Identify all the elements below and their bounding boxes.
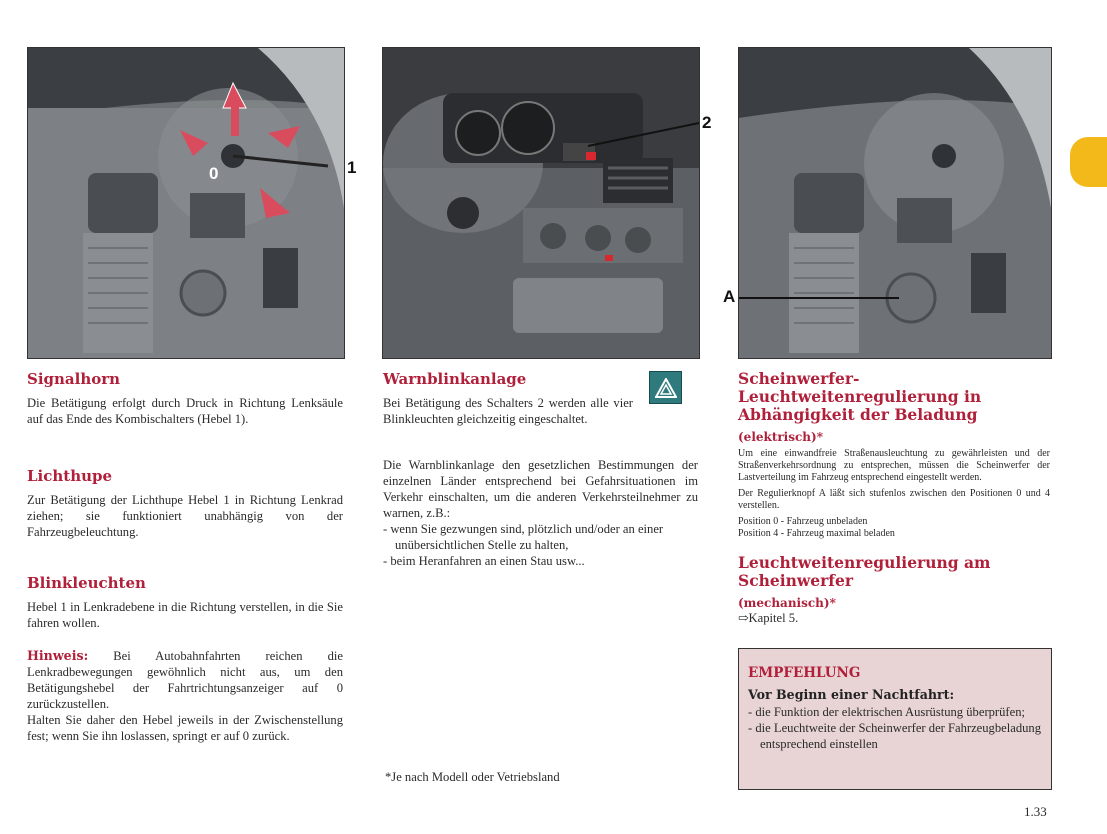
subheading-mechanisch: (mechanisch)* (738, 596, 836, 610)
text-hinweis-2: Halten Sie daher den Hebel jeweils in der Zwischenstellung fest; wenn Sie ihn loslassen, springt er auf 0 zurück. (27, 713, 343, 743)
text-small-2: Der Regulierknopf A läßt sich stufenlos zwischen den Positionen 0 und 4 verstellen. (738, 488, 1050, 511)
subheading-elektrisch: (elektrisch)* (738, 430, 823, 444)
list-item: - beim Heranfahren an einen Stau usw... (383, 554, 585, 568)
text-small-3: Position 0 - Fahrzeug unbeladen (738, 516, 868, 527)
heading-blinkleuchten: Blinkleuchten (27, 574, 146, 592)
heading-signalhorn: Signalhorn (27, 370, 121, 388)
chapter-tab (1070, 137, 1107, 187)
text-signalhorn: Die Betätigung erfolgt durch Druck in Richtung Lenksäule auf das Ende des Kombischalters (Hebel 1). (27, 396, 343, 426)
callout-2: 2 (702, 113, 712, 132)
list-item: - die Leuchtweite der Scheinwerfer der Fahrzeugbeladung entsprechend einstellen (748, 721, 1042, 751)
box-list (748, 704, 1042, 752)
photo-headlight-knob (738, 47, 1052, 359)
warn-list (383, 521, 698, 569)
heading-warnblinkanlage: Warnblinkanlage (383, 370, 527, 388)
text-warn-1: Bei Betätigung des Schalters 2 werden alle vier Blinkleuchten gleichzeitig eingeschaltet. (383, 396, 633, 426)
recommendation-box (738, 648, 1052, 790)
box-title: EMPFEHLUNG (748, 665, 861, 681)
text-lichthupe: Zur Betätigung der Lichthupe Hebel 1 in Richtung Lenkrad ziehen; sie funktioniert unabhängig von der Fahrzeugbeleuchtung. (27, 493, 343, 539)
hazard-warning-icon (649, 371, 682, 404)
photo-steering-stalk (27, 47, 345, 359)
text-blinkleuchten: Hebel 1 in Lenkradebene in die Richtung verstellen, in die Sie fahren wollen. (27, 600, 343, 630)
heading-scheinwerfer: Scheinwerfer-Leuchtweitenregulierung in Abhängigkeit der Beladung (738, 369, 982, 424)
callout-a: A (723, 287, 736, 306)
callout-zero: 0 (209, 164, 219, 183)
hinweis-body: Bei Autobahnfahrten reichen die Lenkradbewegungen gewöhnlich nicht aus, um den Betätigungshebel der Fahrtrichtungsanzeiger auf 0 zurückzustellen. (27, 649, 343, 711)
column-3 (738, 370, 1050, 626)
text-small-1: Um eine einwandfreie Straßenausleuchtung zu gewährleisten und der Straßenverkehrsordnung zu entsprechen, müssen die Scheinwerfer der Lastverteilung im Fahrzeug entsprechend eingestellt werden. (738, 448, 1050, 483)
box-lead: Vor Beginn einer Nachtfahrt: (748, 687, 955, 702)
footnote: *Je nach Modell oder Vetriebsland (385, 770, 560, 784)
photo-dashboard (382, 47, 700, 359)
list-item: - wenn Sie gezwungen sind, plötzlich und/oder an einer unübersichtlichen Stelle zu halten, (383, 522, 664, 552)
callout-1: 1 (347, 158, 357, 177)
list-item: - die Funktion der elektrischen Ausrüstung überprüfen; (748, 705, 1026, 719)
heading-lichthupe: Lichthupe (27, 467, 113, 485)
text-small-4: Position 4 - Fahrzeug maximal beladen (738, 528, 895, 539)
column-1 (27, 370, 343, 744)
text-kapitel: ⇨Kapitel 5. (738, 611, 799, 625)
page-number: 1.33 (1024, 804, 1047, 819)
text-hinweis (27, 648, 343, 712)
text-warn-2: Die Warnblinkanlage den gesetzlichen Bestimmungen der einzelnen Länder entsprechend bei Gefahrsituationen im Verkehr einschalten, um die anderen Verkehrsteilnehmer zu warnen, z.B.: (383, 458, 698, 520)
heading-leuchtweite: Leuchtweitenregulierung am Scheinwerfer (738, 553, 991, 590)
hinweis-label: Hinweis: (27, 648, 89, 663)
